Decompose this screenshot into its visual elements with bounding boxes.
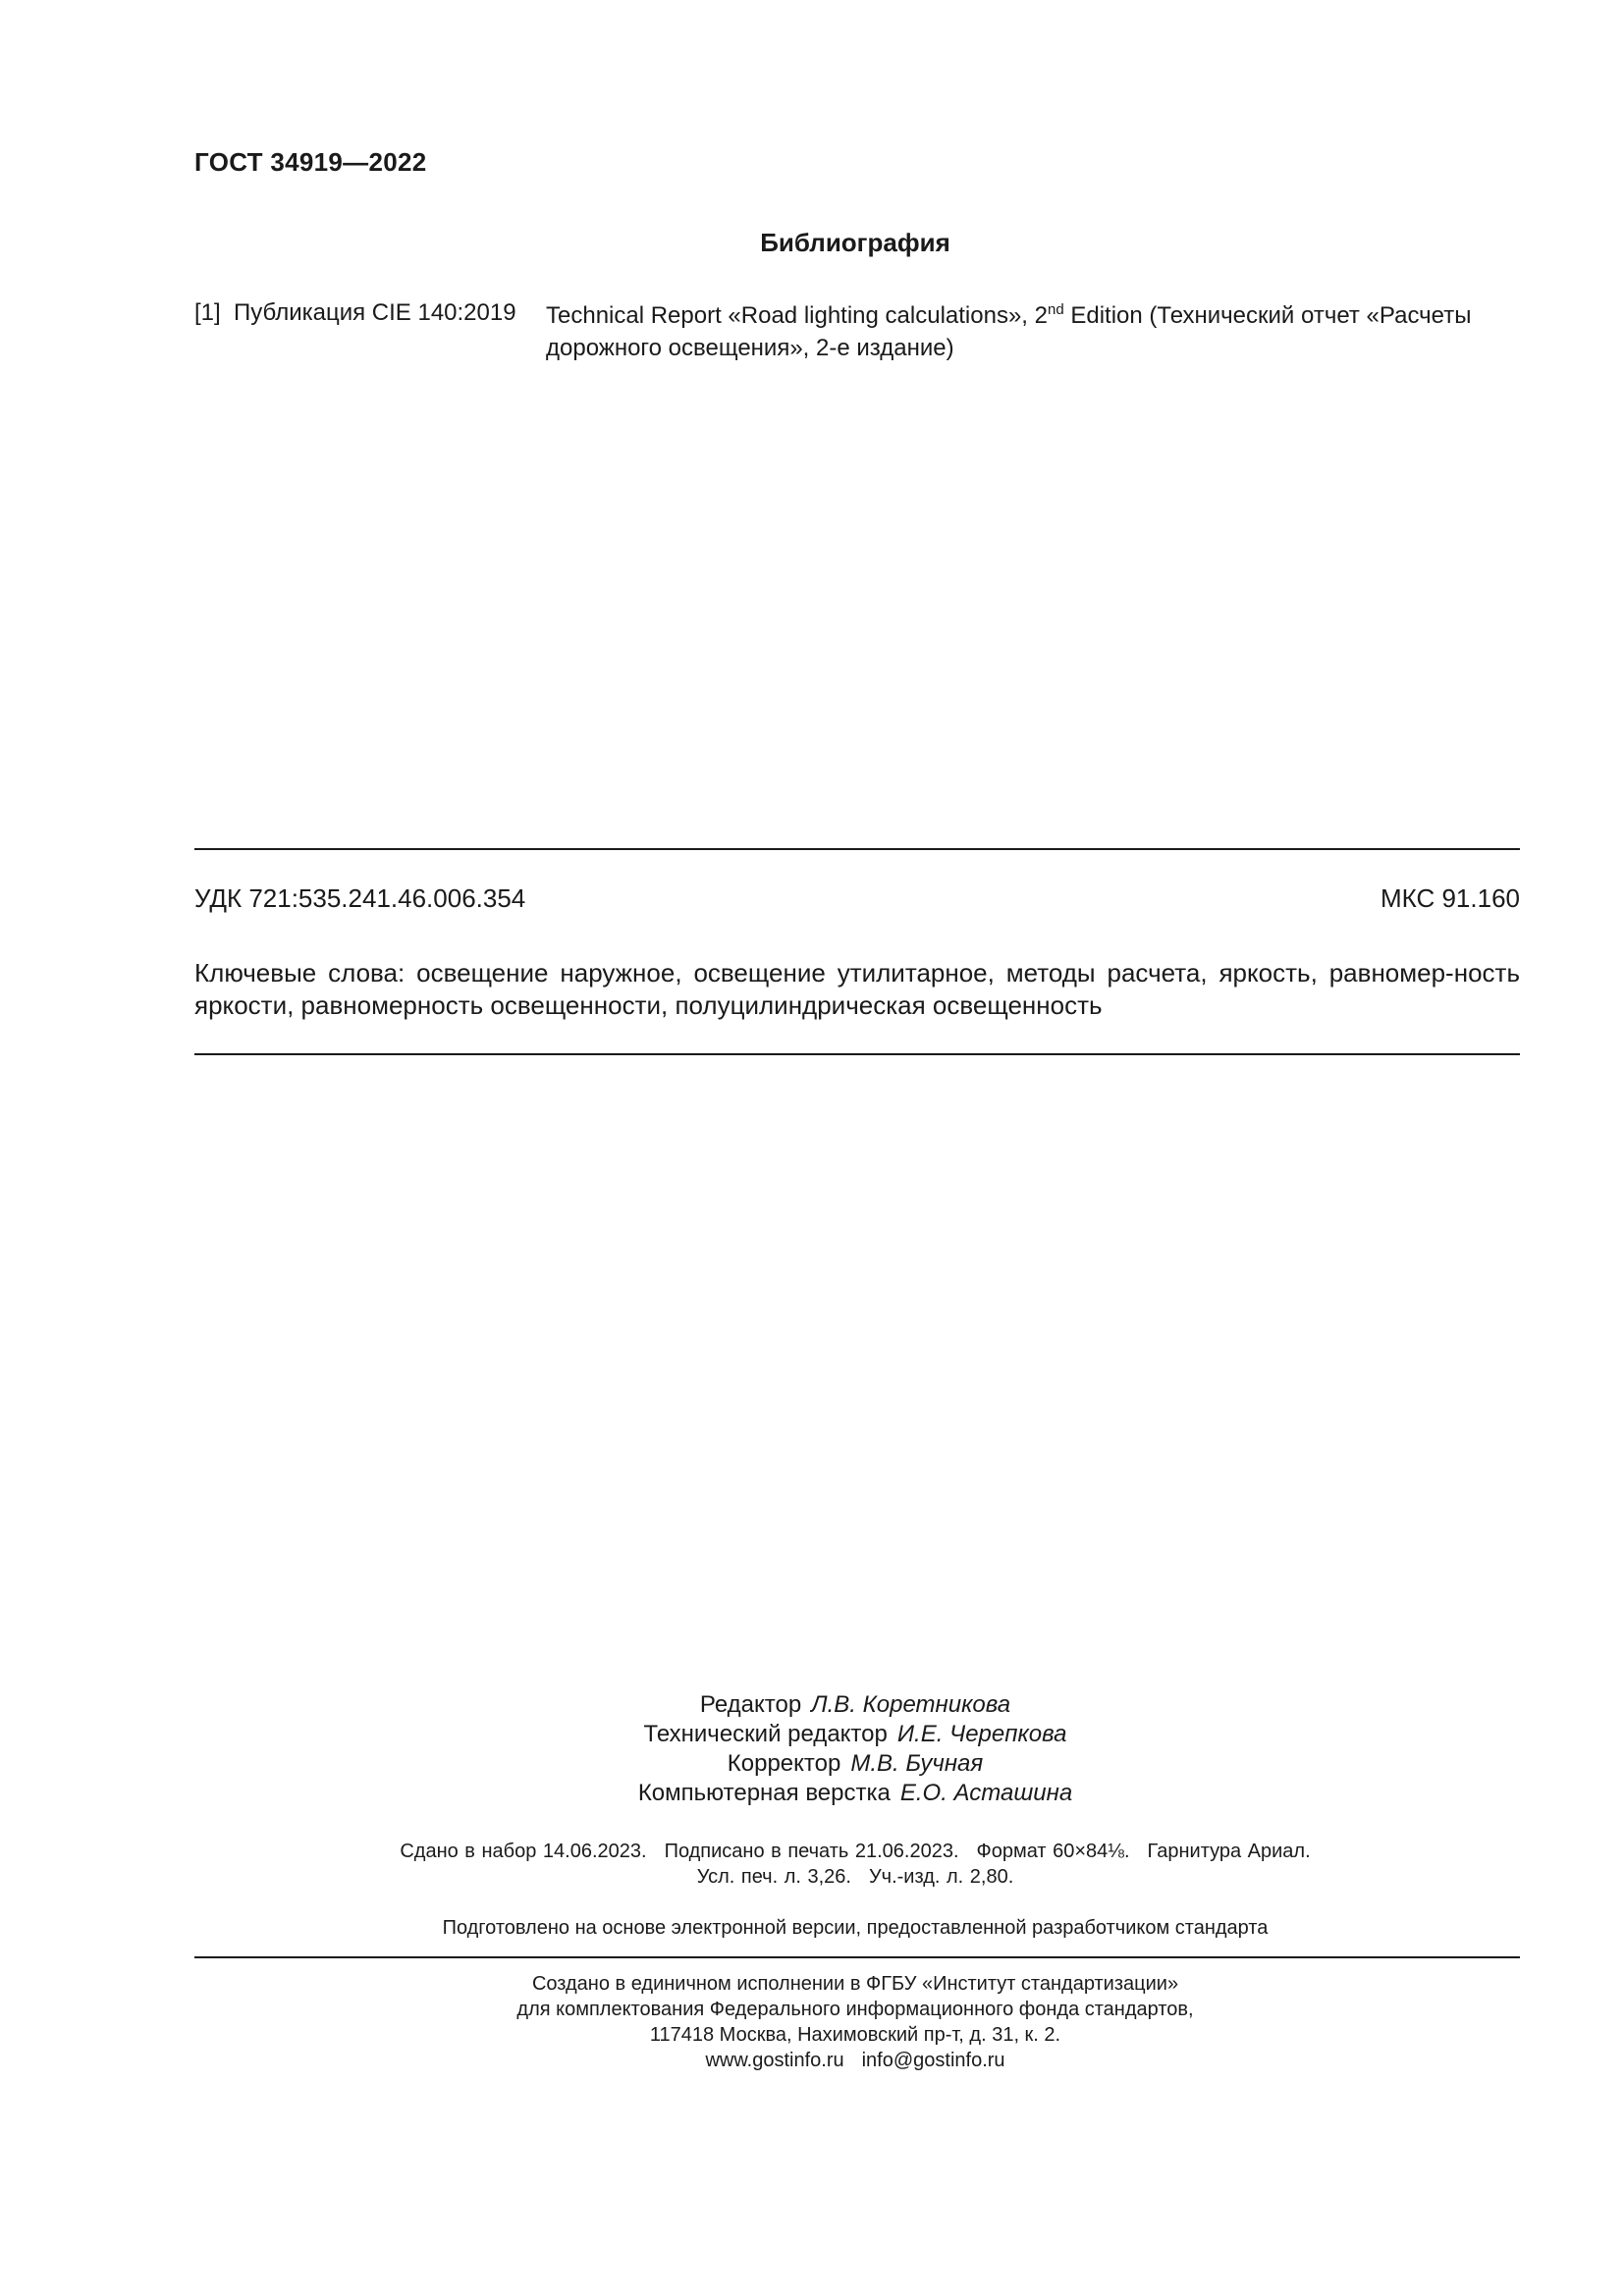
bibliography-entry-superscript: nd [1047,301,1064,318]
credit-name: Л.В. Коретникова [811,1691,1011,1718]
keywords-paragraph: Ключевые слова: освещение наружное, освещение утилитарное, методы расчета, яркость, равномер-ность яркости, равномерность освещенности, полуцилиндрическая освещенность [194,958,1520,1020]
credit-technical-editor [0,1720,1624,1749]
credit-name: М.В. Бучная [850,1750,984,1777]
credit-role: Компьютерная верстка [637,1780,891,1806]
top-divider [194,848,1520,850]
credit-role: Корректор [727,1750,841,1777]
mks-code: МКС 91.160 [1380,883,1520,913]
publisher-email[interactable]: info@gostinfo.ru [861,2050,1005,2071]
print-sheets: Усл. печ. л. 3,26. [696,1866,851,1888]
print-info [0,1839,1624,1890]
bibliography-entry-source: Публикация CIE 140:2019 [234,299,516,326]
credit-role: Технический редактор [643,1721,888,1747]
print-format: Формат 60×84⅛. [976,1841,1130,1862]
print-signed: Подписано в печать 21.06.2023. [664,1841,959,1862]
credit-proofreader [0,1749,1624,1779]
bibliography-entry-text [546,299,1520,364]
print-info-line-2 [0,1864,1624,1890]
print-typeface: Гарнитура Ариал. [1147,1841,1311,1862]
bibliography-entry-text-start: Technical Report «Road lighting calculations», 2 [546,302,1048,329]
credit-role: Редактор [699,1691,802,1718]
print-submitted: Сдано в набор 14.06.2023. [400,1841,647,1862]
publisher-address: 117418 Москва, Нахимовский пр-т, д. 31, к. 2. [649,2024,1061,2046]
udk-code: УДК 721:535.241.46.006.354 [194,883,526,913]
credits-block [0,1690,1624,1808]
print-info-line-1 [0,1839,1624,1864]
bottom-divider [194,1956,1520,1958]
publisher-website[interactable]: www.gostinfo.ru [705,2050,844,2071]
credit-name: Е.О. Асташина [899,1780,1073,1806]
credit-editor [0,1690,1624,1720]
publisher-line-2: для комплектования Федерального информационного фонда стандартов, [516,1999,1194,2020]
middle-divider [194,1053,1520,1055]
prepared-note: Подготовлено на основе электронной версии, предоставленной разработчиком стандарта [442,1917,1269,1939]
publisher-block [0,1971,1624,2073]
publisher-contacts [0,2048,1624,2073]
bibliography-title: Библиография [760,228,950,257]
publisher-sheets: Уч.-изд. л. 2,80. [868,1866,1014,1888]
bibliography-entry-number: [1] [194,299,221,326]
credit-layout [0,1779,1624,1808]
bibliography-entry-text-end: Edition (Технический отчет «Расчеты дорожного освещения», 2-е издание) [546,302,1472,361]
document-id: ГОСТ 34919—2022 [194,147,427,177]
credit-name: И.Е. Черепкова [896,1721,1067,1747]
publisher-line-1: Создано в единичном исполнении в ФГБУ «Институт стандартизации» [531,1973,1179,1995]
